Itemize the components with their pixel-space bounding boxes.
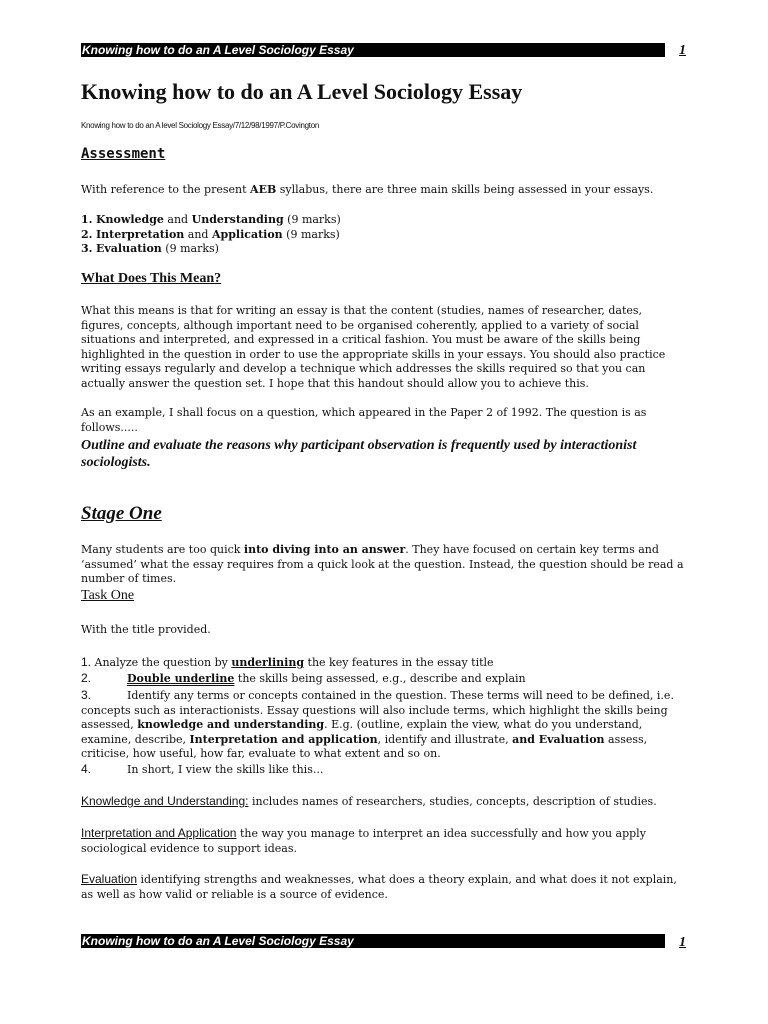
skill-item-3: 3. Evaluation (9 marks)	[81, 242, 219, 255]
task-item-1: 1. Analyze the question by underlining the key features in the essay title	[81, 655, 494, 669]
definition-evaluation: Evaluation identifying strengths and weaknesses, what does a theory explain, and what does it not explain, as well as how valid or reliable is a source of evidence.	[81, 872, 677, 901]
task-item-2: 2. Double underline the skills being assessed, e.g., describe and explain	[81, 671, 526, 685]
task-one-intro: With the title provided.	[81, 623, 211, 636]
essay-question: Outline and evaluate the reasons why participant observation is frequently used by interactionist sociologists.	[81, 438, 637, 470]
assessment-intro: With reference to the present AEB syllabus, there are three main skills being assessed in your essays.	[81, 183, 654, 196]
meta-line: Knowing how to do an A level Sociology Essay/7/12/98/1997/P.Covington	[81, 121, 320, 130]
stage-one-paragraph: Many students are too quick into diving into an answer. They have focused on certain key terms and ‘assumed’ what the essay requires from a quick look at the question. Instead, the question should be read a number of times.	[81, 543, 684, 585]
definition-interpretation: Interpretation and Application the way you manage to interpret an idea successfully and how you apply sociological evidence to support ideas.	[81, 826, 646, 855]
task-item-3: 3. Identify any terms or concepts contained in the question. These terms will need to be defined, i.e. concepts such as interactionists. Essay questions will also include terms, which highlight the skills being assessed, knowledge and understanding. E.g. (outline, explain the view, what do you understand, examine, describe, Interpretation and application, identify and illustrate, and Evaluation assess, criticise, how useful, how far, evaluate to what extent and so on.	[81, 688, 674, 760]
task-one-heading: Task One	[81, 588, 135, 603]
document-page	[81, 0, 686, 1024]
example-paragraph: As an example, I shall focus on a question, which appeared in the Paper 2 of 1992. The question is as follows.....	[81, 406, 647, 434]
header-page-number: 1	[679, 43, 686, 58]
task-item-4: 4. In short, I view the skills like this...	[81, 762, 324, 776]
skill-item-2: 2. Interpretation and Application (9 marks)	[81, 228, 340, 241]
running-footer: Knowing how to do an A Level Sociology Essay	[81, 934, 665, 948]
footer-page-number: 1	[679, 935, 686, 950]
assessment-heading: Assessment	[81, 146, 166, 162]
skill-item-1: 1. Knowledge and Understanding (9 marks)	[81, 213, 341, 226]
document-title: Knowing how to do an A Level Sociology Essay	[81, 79, 523, 104]
stage-one-heading: Stage One	[81, 503, 162, 524]
meaning-heading: What Does This Mean?	[81, 271, 222, 286]
running-header: Knowing how to do an A Level Sociology Essay	[81, 43, 665, 57]
definition-knowledge: Knowledge and Understanding: includes names of researchers, studies, concepts, description of studies.	[81, 794, 657, 808]
meaning-paragraph: What this means is that for writing an essay is that the content (studies, names of researcher, dates, figures, concepts, although important need to be organised coherently, applied to a variety of social situations and interpreted, and expressed in a critical fashion. You must be aware of the skills being highlighted in the question in order to use the appropriate skills in your essays. You should also practice writing essays regularly and develop a technique which addresses the skills required so that you can actually answer the question set. I hope that this handout should allow you to achieve this.	[81, 304, 666, 390]
